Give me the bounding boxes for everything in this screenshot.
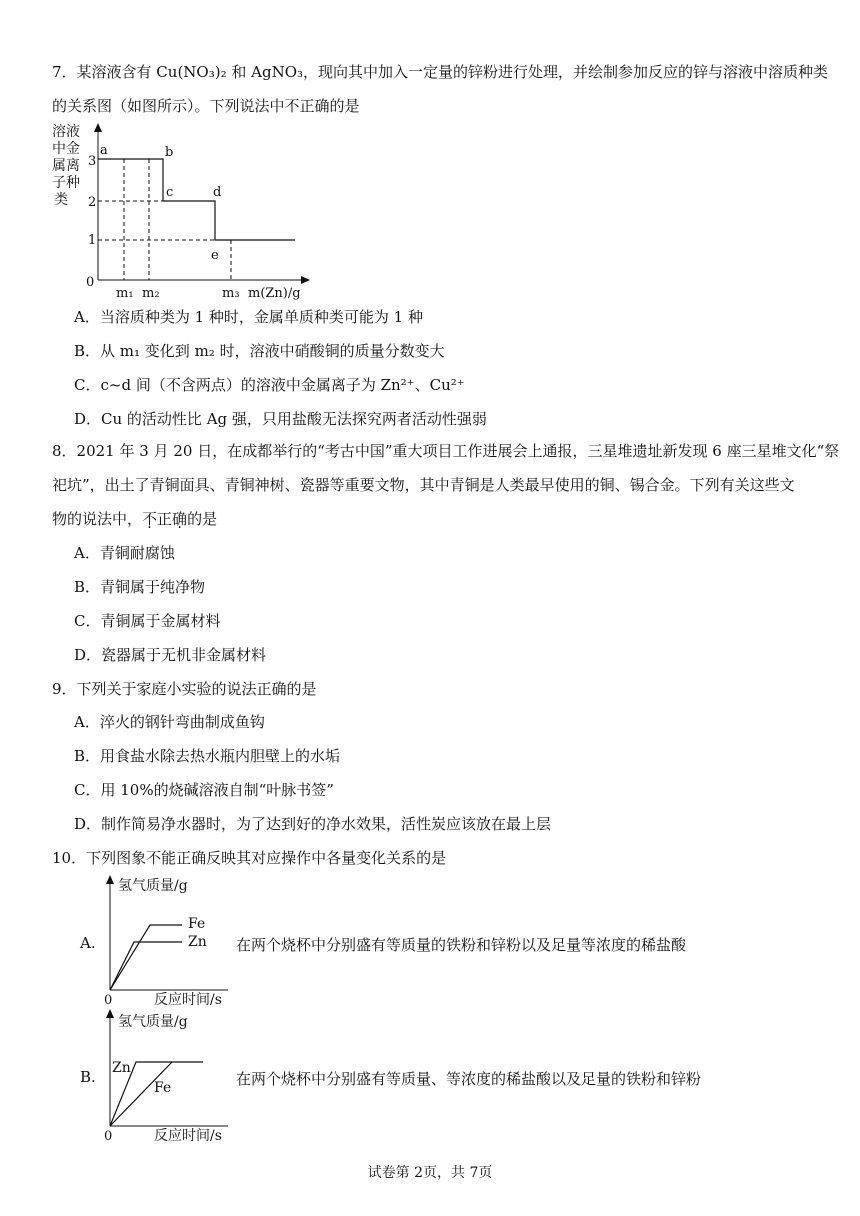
q10a-label-fe: Fe: [188, 916, 206, 932]
q10b-origin: 0: [104, 1129, 113, 1144]
q10a-ylabel: 氢气质量/g: [118, 878, 188, 894]
q10-stem: 10．下列图象不能正确反映其对应操作中各量变化关系的是: [52, 849, 447, 867]
q7-chart: [50, 120, 320, 300]
q7-point-b: b: [165, 145, 174, 160]
q10a-series-zn: [110, 942, 182, 990]
q8-option-c: C．青铜属于金属材料: [74, 612, 221, 630]
q10-option-b-desc: 在两个烧杯中分别盛有等质量、等浓度的稀盐酸以及足量的铁粉和锌粉: [236, 1070, 702, 1088]
q10b-ylabel: 氢气质量/g: [118, 1014, 188, 1030]
q9-option-b: B．用食盐水除去热水瓶内胆壁上的水垢: [74, 747, 341, 765]
q7-ytick-0: 0: [86, 275, 95, 290]
q9-option-d: D．制作简易净水器时，为了达到好的净水效果，活性炭应该放在最上层: [74, 815, 552, 833]
q8-emphasis-correct: 确: [172, 510, 188, 528]
q7-option-b: B．从 m₁ 变化到 m₂ 时，溶液中硝酸铜的质量分数变大: [74, 342, 445, 360]
q7-ytick-1: 1: [88, 233, 97, 248]
q7-xtick-m3: m₃: [222, 286, 240, 300]
q7-y-arrow: [94, 123, 102, 132]
q7-option-d: D．Cu 的活动性比 Ag 强，只用盐酸无法探究两者活动性强弱: [74, 410, 487, 428]
q10b-label-fe: Fe: [154, 1080, 172, 1096]
q7-point-e: e: [211, 248, 219, 263]
q10a-label-zn: Zn: [188, 934, 207, 950]
q8-stem-line3: [52, 509, 217, 529]
q7-ylabel-3: 属离: [52, 158, 80, 174]
q7-xlabel: m(Zn)/g: [248, 286, 301, 300]
page-footer: 试卷第 2页，共 7页: [367, 1165, 493, 1181]
q7-point-c: c: [166, 185, 174, 200]
q10a-series-fe: [110, 925, 182, 990]
q10b-label-zn: Zn: [112, 1060, 131, 1076]
q8-stem-line3-mid: 正: [157, 510, 173, 528]
q9-stem: 9．下列关于家庭小实验的说法正确的是: [52, 680, 317, 698]
q7-ylabel-4: 子种: [52, 175, 80, 191]
q10a-origin: 0: [104, 993, 113, 1008]
q7-ylabel-5: 类: [54, 192, 68, 208]
q7-ylabel-1: 溶液: [52, 124, 80, 140]
q7-option-c: C．c~d 间（不含两点）的溶液中金属离子为 Zn²⁺、Cu²⁺: [74, 376, 465, 394]
q9-option-c: C．用 10%的烧碱溶液自制“叶脉书签”: [74, 781, 334, 799]
q7-xtick-m2: m₂: [142, 286, 160, 300]
q7-stem-line1: 7．某溶液含有 Cu(NO₃)₂ 和 AgNO₃，现向其中加入一定量的锌粉进行处理，并绘制参加反应的锌与溶液中溶质种类: [52, 63, 829, 81]
q8-stem-line3-post: 的是: [187, 510, 218, 528]
q10a-xlabel: 反应时间/s: [154, 992, 222, 1008]
q10b-xlabel: 反应时间/s: [154, 1128, 222, 1144]
q10a-y-arrow: [106, 875, 114, 884]
q7-point-a: a: [100, 143, 108, 158]
q7-series-line: [98, 159, 295, 240]
q9-option-a: A．淬火的钢针弯曲制成鱼钩: [74, 713, 265, 731]
q8-option-a: A．青铜耐腐蚀: [74, 544, 175, 562]
q10-option-b-chart: [98, 1006, 238, 1144]
q8-stem-line1: 8．2021 年 3 月 20 日，在成都举行的“考古中国”重大项目工作进展会上通报，三星堆遗址新发现 6 座三星堆文化“祭: [52, 442, 840, 460]
q8-stem-line2: 祀坑”，出土了青铜面具、青铜神树、瓷器等重要文物，其中青铜是人类最早使用的铜、锡合金。下列有关这些文: [52, 476, 795, 494]
q7-xtick-m1: m₁: [116, 286, 134, 300]
q7-option-a: A．当溶质种类为 1 种时，金属单质种类可能为 1 种: [74, 308, 423, 326]
q7-stem-line2: 的关系图（如图所示）。下列说法中不正确的是: [52, 97, 360, 115]
q10-option-a-chart: [98, 872, 238, 1008]
q7-ytick-3: 3: [88, 154, 97, 169]
q8-option-d: D．瓷器属于无机非金属材料: [74, 646, 267, 664]
q10-option-a-desc: 在两个烧杯中分别盛有等质量的铁粉和锌粉以及足量等浓度的稀盐酸: [236, 936, 687, 954]
q10-option-a-letter: A.: [80, 934, 96, 952]
q7-ytick-2: 2: [88, 195, 97, 210]
q7-ylabel-2: 中金: [52, 141, 80, 157]
q10b-y-arrow: [106, 1009, 114, 1018]
q8-stem-line3-pre: 物的说法中，: [52, 510, 143, 528]
q7-point-d: d: [213, 185, 222, 200]
q8-option-b: B．青铜属于纯净物: [74, 578, 206, 596]
q10-option-b-letter: B.: [80, 1068, 96, 1086]
q8-emphasis-not: 不: [142, 510, 158, 528]
q7-x-arrow: [301, 276, 310, 284]
